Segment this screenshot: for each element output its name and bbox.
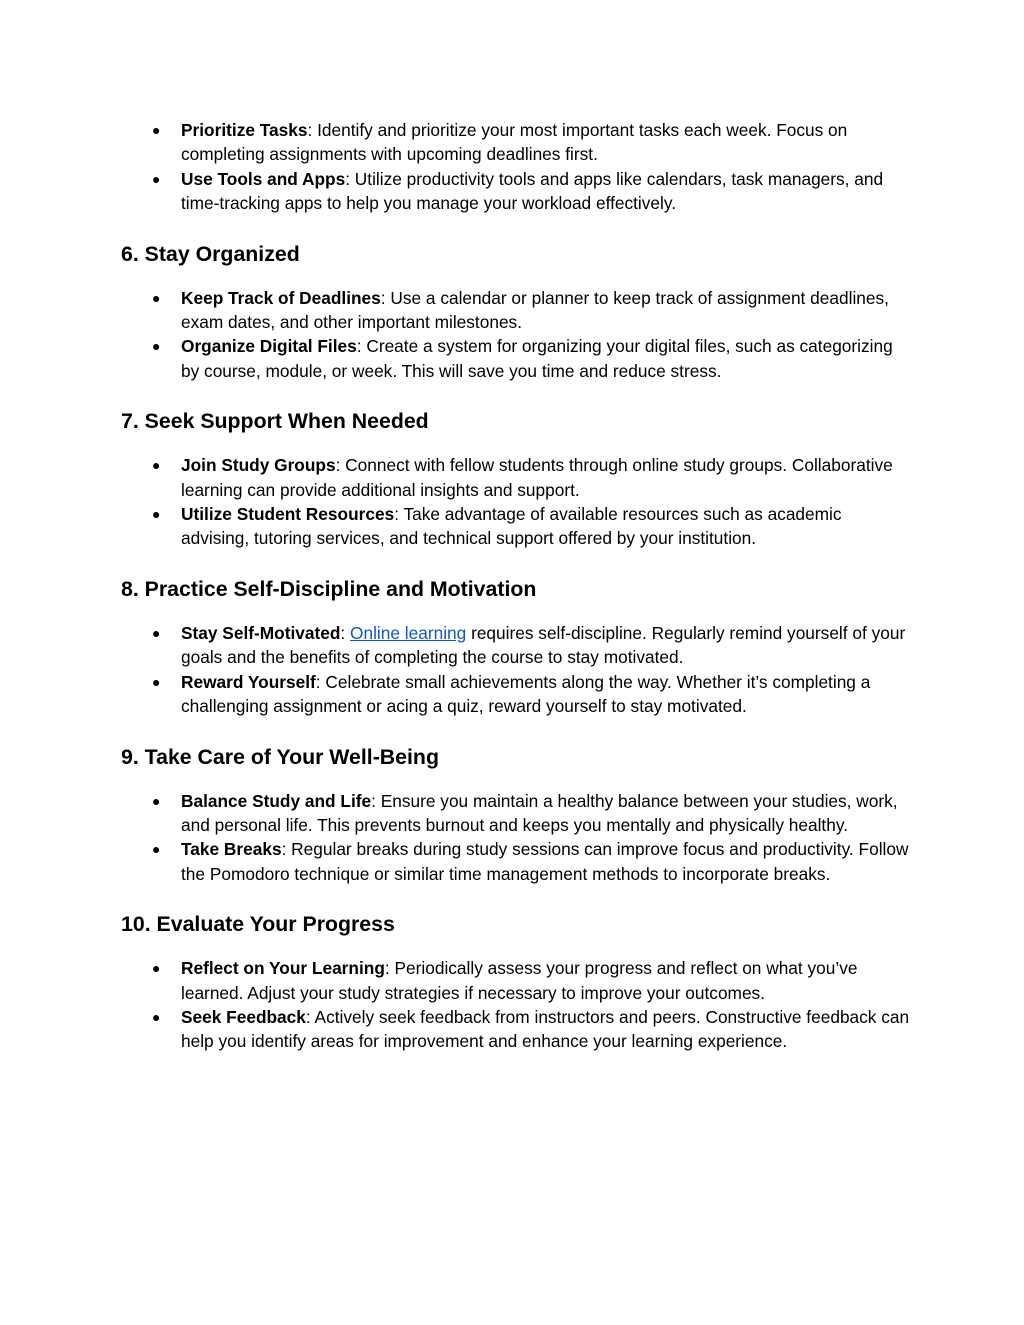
item-term: Use Tools and Apps (181, 168, 346, 189)
section-list (121, 286, 911, 384)
bullet-icon: ● (152, 338, 161, 355)
bullet-icon: ● (152, 170, 161, 187)
item-text: requires self-discipline. Regularly remind yourself of your goals and the benefits of completing the course to stay motivated. (181, 622, 906, 668)
section-heading: 8. Practice Self-Discipline and Motivation (121, 576, 537, 601)
bullet-icon: ● (152, 624, 161, 641)
bullet-icon: ● (152, 960, 161, 977)
item-term: Balance Study and Life (181, 790, 372, 811)
item-text: : Periodically assess your progress and reflect on what you’ve learned. Adjust your study strategies if necessary to improve your outcomes. (181, 958, 858, 1003)
section-list (121, 789, 911, 887)
list-item (121, 286, 911, 335)
item-term: Join Study Groups (181, 455, 336, 476)
online-learning-link[interactable]: Online learning (350, 622, 467, 643)
list-item (121, 956, 911, 1005)
item-text: : Utilize productivity tools and apps like calendars, task managers, and time-tracking apps to help you manage your workload effectively. (181, 168, 884, 214)
section-heading: 6. Stay Organized (121, 241, 300, 266)
bullet-icon: ● (152, 506, 161, 523)
list-item (121, 167, 911, 216)
item-term: Stay Self-Motivated (181, 622, 341, 643)
item-text: : Take advantage of available resources such as academic advising, tutoring services, and technical support offered by your institution. (181, 504, 842, 549)
bullet-icon: ● (152, 122, 161, 138)
intro-list (121, 118, 911, 216)
list-item (121, 334, 911, 383)
section-heading: 10. Evaluate Your Progress (121, 912, 395, 937)
bullet-icon: ● (152, 289, 161, 306)
list-item (121, 118, 911, 167)
list-item (121, 453, 911, 502)
bullet-icon: ● (152, 673, 161, 690)
item-term: Seek Feedback (181, 1006, 306, 1027)
bullet-icon: ● (152, 792, 161, 809)
item-text: : Actively seek feedback from instructors and peers. Constructive feedback can help you identify areas for improvement and enhance your learning experience. (181, 1006, 910, 1052)
section-list (121, 453, 911, 551)
list-item (121, 502, 911, 551)
document-content (121, 118, 911, 1054)
item-term: Organize Digital Files (181, 336, 357, 357)
bullet-icon: ● (152, 841, 161, 858)
item-term: Prioritize Tasks (181, 120, 308, 140)
item-text: : Ensure you maintain a healthy balance between your studies, work, and personal life. This prevents burnout and keeps you mentally and physically healthy. (181, 790, 898, 835)
list-item (121, 837, 911, 886)
section-list (121, 956, 911, 1054)
item-prefix: : (340, 622, 351, 643)
item-text: : Use a calendar or planner to keep track of assignment deadlines, exam dates, and other important milestones. (181, 287, 889, 333)
section-list (121, 621, 911, 719)
section-heading: 7. Seek Support When Needed (121, 409, 429, 434)
item-text: : Connect with fellow students through online study groups. Collaborative learning can provide additional insights and support. (181, 455, 893, 500)
item-term: Keep Track of Deadlines (181, 287, 381, 308)
item-term: Take Breaks (181, 839, 282, 860)
section-heading: 9. Take Care of Your Well-Being (121, 744, 439, 769)
list-item (121, 1005, 911, 1054)
item-text: : Regular breaks during study sessions can improve focus and productivity. Follow the Pomodoro technique or similar time management methods to incorporate breaks. (181, 839, 909, 884)
item-term: Utilize Student Resources (181, 504, 395, 525)
item-term: Reward Yourself (181, 671, 316, 692)
list-item (121, 621, 911, 670)
item-text: : Create a system for organizing your digital files, such as categorizing by course, module, or week. This will save you time and reduce stress. (181, 336, 893, 381)
bullet-icon: ● (152, 1008, 161, 1025)
item-text: : Celebrate small achievements along the way. Whether it’s completing a challenging assignment or acing a quiz, reward yourself to stay motivated. (181, 671, 871, 717)
list-item (121, 670, 911, 719)
item-text: : Identify and prioritize your most important tasks each week. Focus on completing assignments with upcoming deadlines first. (181, 120, 848, 165)
bullet-icon: ● (152, 457, 161, 474)
item-term: Reflect on Your Learning (181, 958, 385, 979)
list-item (121, 789, 911, 838)
